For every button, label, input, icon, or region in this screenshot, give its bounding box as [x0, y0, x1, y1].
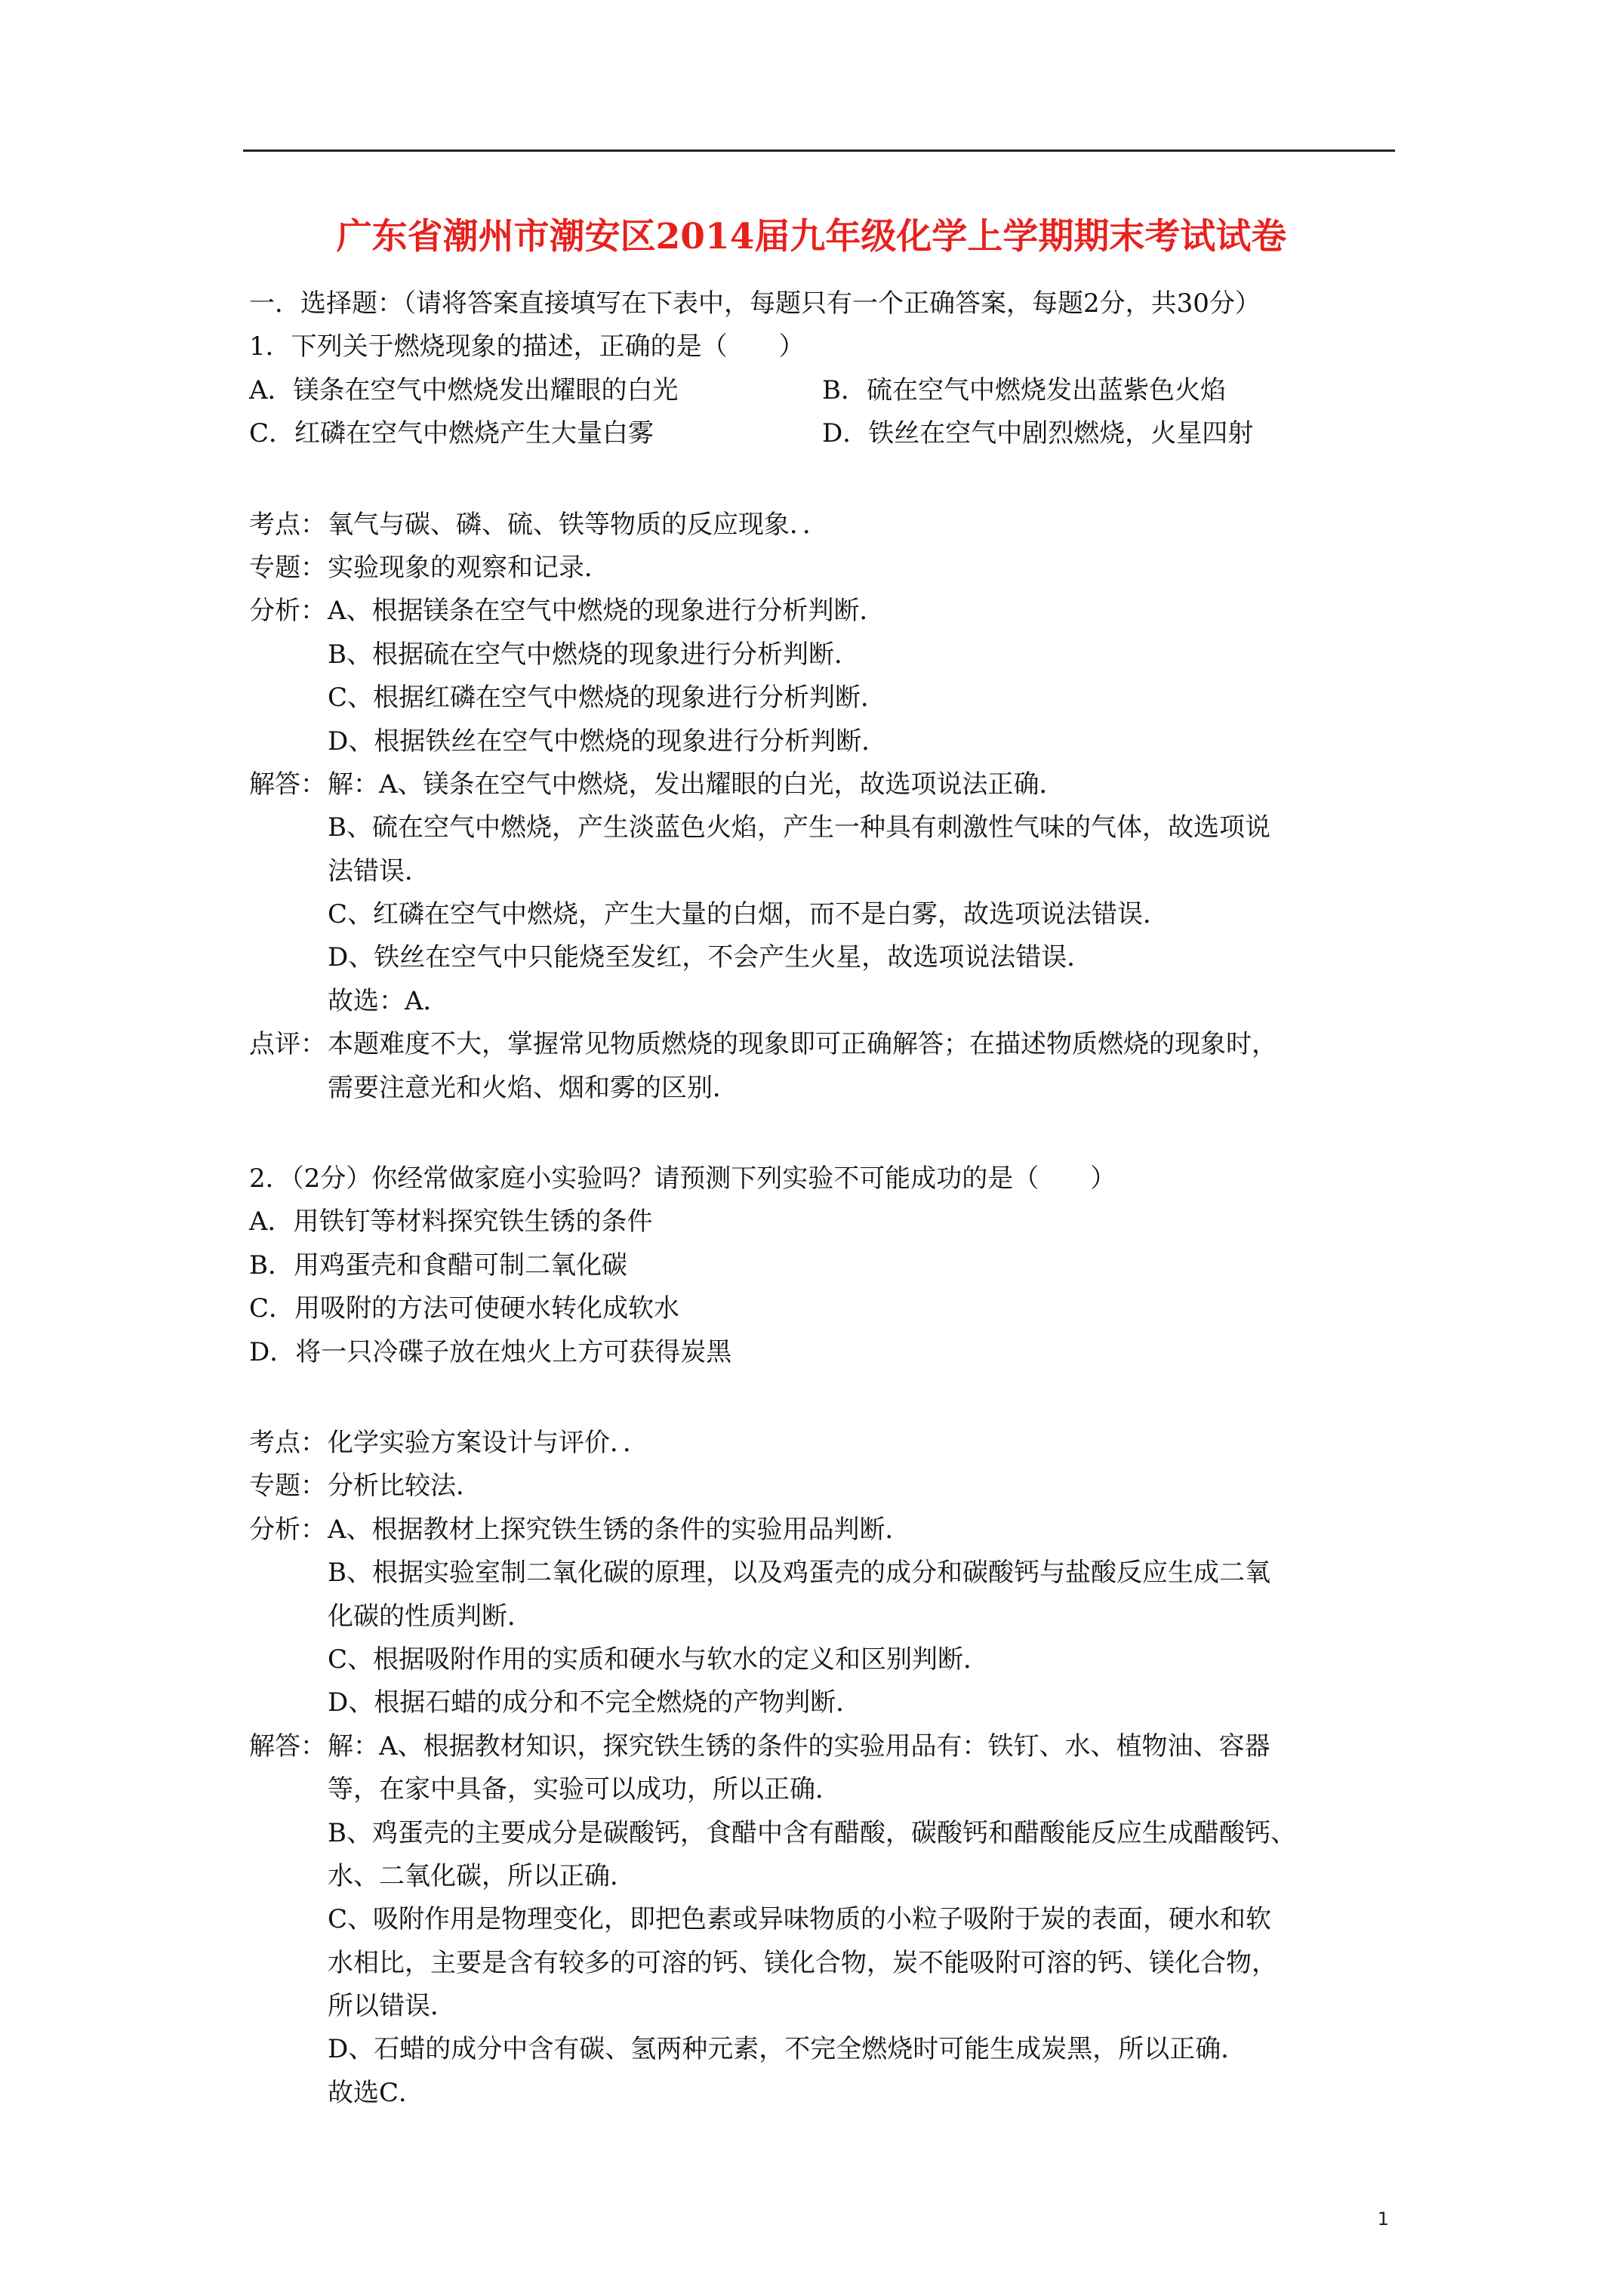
section-heading: 一．选择题：（请将答案直接填写在下表中，每题只有一个正确答案，每题2分，共30分） [249, 288, 1261, 319]
jieda-line: 等，在家中具备，实验可以成功，所以正确． [328, 1774, 841, 1805]
fenxi-line: A、根据教材上探究铁生锈的条件的实验用品判断． [328, 1514, 911, 1545]
question-stem: 2．（2分）你经常做家庭小实验吗？请预测下列实验不可能成功的是（ ） [249, 1163, 1116, 1194]
option-c: C．红磷在空气中燃烧产生大量白雾 [249, 418, 654, 449]
fenxi-line: D、根据石蜡的成分和不完全燃烧的产物判断． [328, 1687, 862, 1718]
jieda-line: 所以错误． [328, 1991, 456, 2022]
option-row [249, 412, 1395, 455]
jieda-line: 故选C． [328, 2077, 425, 2108]
jieda-label: 解答： [249, 1730, 326, 1761]
zhuanti-label: 专题： [249, 552, 326, 583]
fenxi-label: 分析： [249, 1514, 326, 1545]
kaodian-label: 考点： [249, 509, 326, 540]
zhuanti-row [249, 1465, 1395, 1508]
jieda-line: B、鸡蛋壳的主要成分是碳酸钙，食醋中含有醋酸，碳酸钙和醋酸能反应生成醋酸钙、 [328, 1817, 1296, 1848]
question-1 [249, 325, 1395, 1110]
kaodian-text: 氧气与碳、磷、硫、铁等物质的反应现象．． [328, 509, 828, 540]
jieda-line: 故选：A． [328, 985, 449, 1016]
jieda-line: D、石蜡的成分中含有碳、氢两种元素，不完全燃烧时可能生成炭黑，所以正确． [328, 2034, 1247, 2065]
fenxi-line: C、根据红磷在空气中燃烧的现象进行分析判断． [328, 683, 887, 713]
jieda-line: C、吸附作用是物理变化，即把色素或异味物质的小粒子吸附于炭的表面，硬水和软 [328, 1904, 1272, 1935]
kaodian-text: 化学实验方案设计与评价．． [328, 1427, 648, 1458]
fenxi-row [249, 590, 1395, 633]
jieda-line: 水相比，主要是含有较多的可溶的钙、镁化合物，炭不能吸附可溶的钙、镁化合物， [328, 1947, 1277, 1978]
question-2 [249, 1157, 1395, 2115]
zhuanti-text: 实验现象的观察和记录． [328, 552, 610, 583]
jieda-line: B、硫在空气中燃烧，产生淡蓝色火焰，产生一种具有刺激性气味的气体，故选项说 [328, 812, 1270, 843]
page-number: 1 [1377, 2208, 1389, 2230]
fenxi-line: D、根据铁丝在空气中燃烧的现象进行分析判断． [328, 726, 888, 757]
zhuanti-text: 分析比较法． [328, 1471, 482, 1502]
option-a: A．镁条在空气中燃烧发出耀眼的白光 [249, 374, 679, 405]
jieda-line: 解：A、镁条在空气中燃烧，发出耀眼的白光，故选项说法正确． [328, 769, 1065, 800]
jieda-line: D、铁丝在空气中只能烧至发红，不会产生火星，故选项说法错误． [328, 942, 1093, 973]
fenxi-row [249, 1509, 1395, 1552]
kaodian-row [249, 504, 1395, 547]
fenxi-line: B、根据实验室制二氧化碳的原理，以及鸡蛋壳的成分和碳酸钙与盐酸反应生成二氧 [328, 1558, 1270, 1589]
option-d: D．将一只冷碟子放在烛火上方可获得炭黑 [249, 1336, 732, 1367]
option-c: C．用吸附的方法可使硬水转化成软水 [249, 1293, 680, 1324]
header-rule [243, 149, 1395, 152]
fenxi-line: C、根据吸附作用的实质和硬水与软水的定义和区别判断． [328, 1644, 990, 1675]
fenxi-line: A、根据镁条在空气中燃烧的现象进行分析判断． [328, 596, 885, 627]
jieda-line: 解：A、根据教材知识，探究铁生锈的条件的实验用品有：铁钉、水、植物油、容器 [328, 1730, 1270, 1761]
option-a: A．用铁钉等材料探究铁生锈的条件 [249, 1207, 653, 1237]
jieda-line: C、红磷在空气中燃烧，产生大量的白烟，而不是白雾，故选项说法错误． [328, 899, 1169, 930]
zhuanti-label: 专题： [249, 1471, 326, 1502]
fenxi-line: 化碳的性质判断． [328, 1601, 533, 1632]
kaodian-label: 考点： [249, 1427, 326, 1458]
option-row [249, 369, 1395, 412]
option-d: D．铁丝在空气中剧烈燃烧，火星四射 [822, 418, 1254, 449]
dianping-line: 本题难度不大，掌握常见物质燃烧的现象即可正确解答；在描述物质燃烧的现象时， [328, 1029, 1277, 1060]
jieda-row [249, 1725, 1395, 1768]
zhuanti-row [249, 547, 1395, 590]
fenxi-line: B、根据硫在空气中燃烧的现象进行分析判断． [328, 639, 860, 670]
page-title: 广东省潮州市潮安区2014届九年级化学上学期期末考试试卷 [336, 216, 1287, 257]
option-b: B．用鸡蛋壳和食醋可制二氧化碳 [249, 1250, 627, 1281]
dianping-label: 点评： [249, 1029, 326, 1060]
dianping-line: 需要注意光和火焰、烟和雾的区别． [328, 1072, 738, 1103]
document-body [249, 282, 1395, 2115]
question-stem: 1．下列关于燃烧现象的描述，正确的是（ ） [249, 331, 805, 362]
option-b: B．硫在空气中燃烧发出蓝紫色火焰 [822, 374, 1226, 405]
dianping-row [249, 1023, 1395, 1066]
jieda-line: 法错误． [328, 855, 430, 886]
jieda-line: 水、二氧化碳，所以正确． [328, 1860, 636, 1891]
fenxi-label: 分析： [249, 596, 326, 627]
kaodian-row [249, 1422, 1395, 1465]
jieda-row [249, 763, 1395, 806]
jieda-label: 解答： [249, 769, 326, 800]
